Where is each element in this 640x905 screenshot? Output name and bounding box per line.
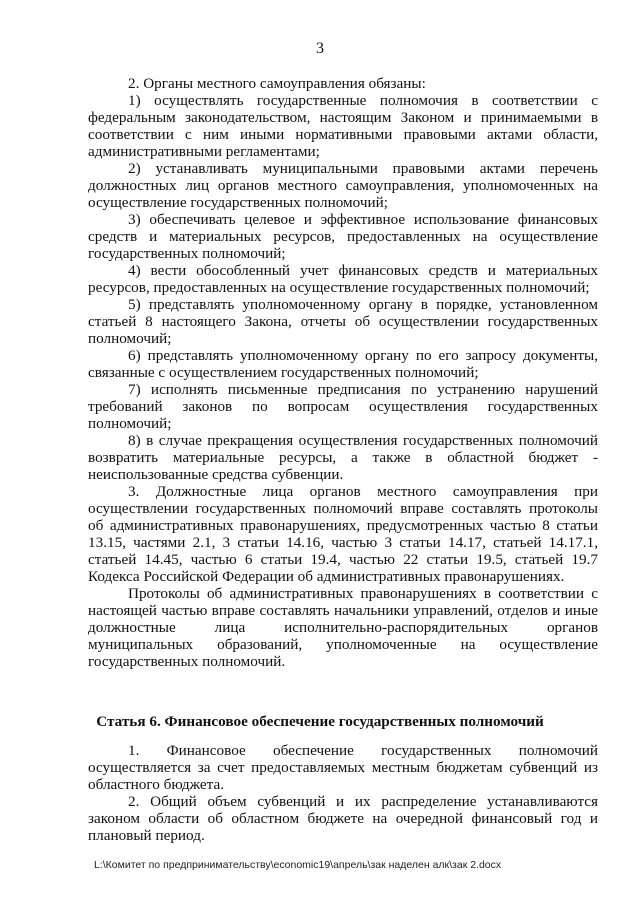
list-item: 4) вести обособленный учет финансовых средств и материальных ресурсов, предоставленных на осуществление государственных полномочий; <box>88 262 598 296</box>
protocols-paragraph: Протоколы об административных правонарушениях в соответствии с настоящей частью вправе составлять начальники управлений, отделов и иные должностные лица исполнительно-распорядительных органов муниципальных образований, уполномоченные на осуществление государственных полномочий. <box>88 585 598 670</box>
footer-file-path: L:\Комитет по предпринимательству\economic19\апрель\зак наделен алк\зак 2.docx <box>94 859 502 871</box>
page-number: 3 <box>316 40 324 57</box>
list-item: 8) в случае прекращения осуществления государственных полномочий возвратить материальные ресурсы, а также в областной бюджет - неиспользованные средства субвенции. <box>88 432 598 483</box>
list-item: 7) исполнять письменные предписания по устранению нарушений требований законов по вопросам осуществления государственных полномочий; <box>88 381 598 432</box>
article-6-heading: Статья 6. Финансовое обеспечение государственных полномочий <box>96 713 544 730</box>
article-6-body <box>88 742 598 844</box>
document-body <box>88 75 598 670</box>
section-3-paragraph: 3. Должностные лица органов местного самоуправления при осуществлении государственных полномочий вправе составлять протоколы об административных правонарушениях, предусмотренных частью 8 статьи 13.15, частями 2.1, 3 статьи 14.16, частью 3 статьи 14.17, статьей 14.17.1, статьей 14.45, частью 6 статьи 19.4, частью 22 статьи 19.5, статьей 19.7 Кодекса Российской Федерации об административных правонарушениях. <box>88 483 598 585</box>
list-item: 2) устанавливать муниципальными правовыми актами перечень должностных лиц органов местного самоуправления, уполномоченных на осуществление государственных полномочий; <box>88 160 598 211</box>
list-item: 5) представлять уполномоченному органу в порядке, установленном статьей 8 настоящего Закона, отчеты об осуществлении государственных полномочий; <box>88 296 598 347</box>
list-item: 6) представлять уполномоченному органу по его запросу документы, связанные с осуществлением государственных полномочий; <box>88 347 598 381</box>
article-6-paragraph: 2. Общий объем субвенций и их распределение устанавливаются законом области об областном бюджете на очередной финансовый год и плановый период. <box>88 793 598 844</box>
list-item: 3) обеспечивать целевое и эффективное использование финансовых средств и материальных ресурсов, предоставленных на осуществление государственных полномочий; <box>88 211 598 262</box>
article-6-paragraph: 1. Финансовое обеспечение государственных полномочий осуществляется за счет предоставляемых местным бюджетам субвенций из областного бюджета. <box>88 742 598 793</box>
section-2-intro: 2. Органы местного самоуправления обязаны: <box>128 75 426 92</box>
list-item: 1) осуществлять государственные полномочия в соответствии с федеральным законодательством, настоящим Законом и принимаемыми в соответствии с ним иными нормативными правовыми актами области, административными регламентами; <box>88 92 598 160</box>
